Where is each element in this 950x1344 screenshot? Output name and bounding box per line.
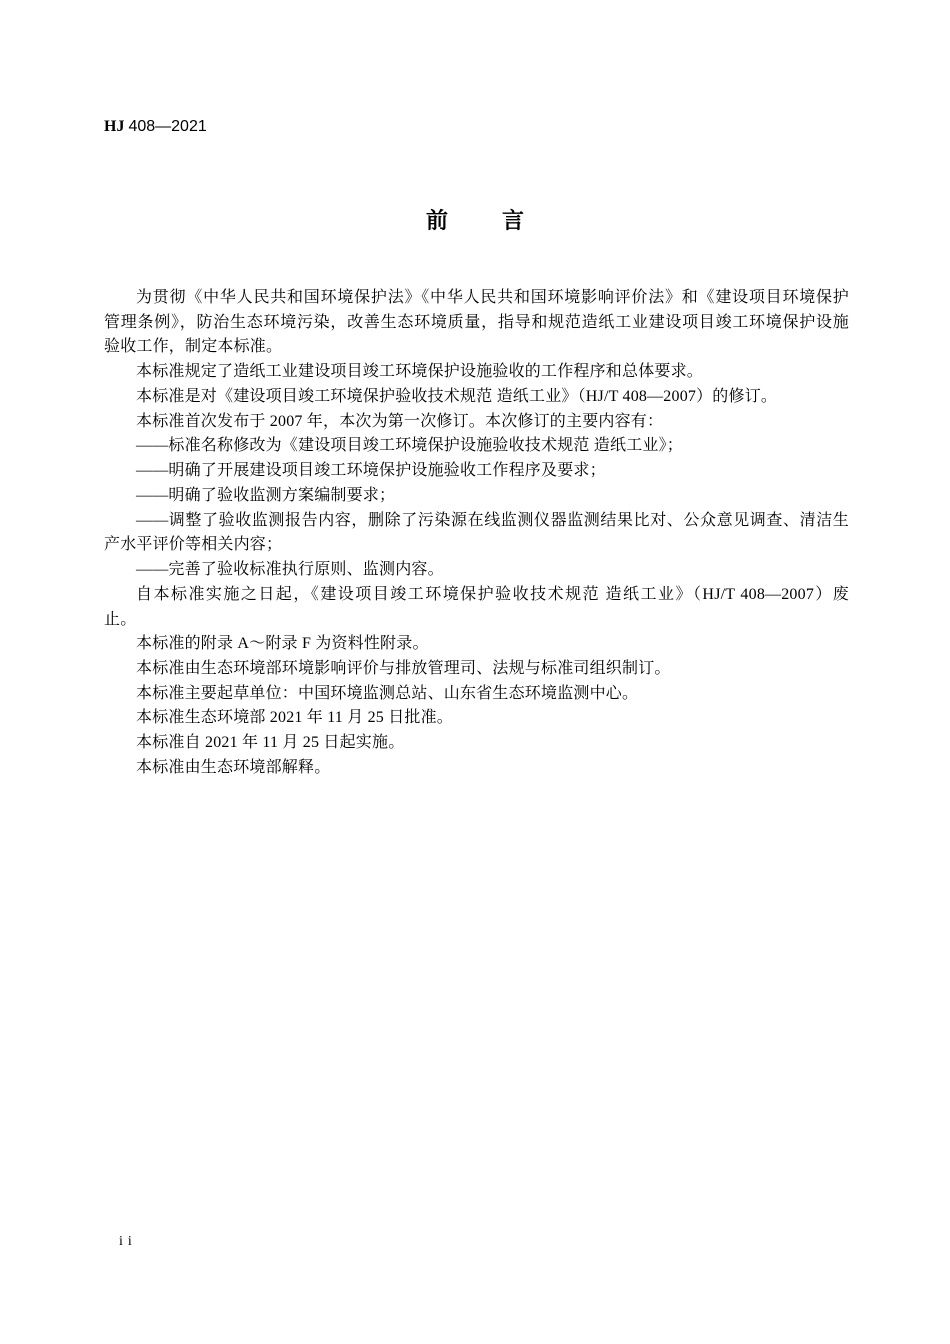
paragraph-line: ——完善了验收标准执行原则、监测内容。 (136, 561, 444, 579)
paragraph-line: 本标准的附录 A～附录 F 为资料性附录。 (136, 635, 429, 653)
paragraph-line: 管理条例》，防治生态环境污染，改善生态环境质量，指导和规范造纸工业建设项目竣工环境保护设施 (104, 313, 849, 331)
paragraph (104, 385, 849, 410)
paragraph-line: 本标准规定了造纸工业建设项目竣工环境保护设施验收的工作程序和总体要求。 (136, 363, 704, 381)
list-item (104, 509, 849, 558)
paragraph (104, 410, 849, 435)
paragraph-line: 本标准是对《建设项目竣工环境保护验收技术规范 造纸工业》（HJ/T 408—2007）的修订。 (136, 387, 778, 405)
paragraph-line: 本标准由生态环境部环境影响评价与排放管理司、法规与标准司组织制订。 (136, 660, 671, 678)
foreword-body (104, 286, 849, 781)
paragraph-line: 本标准生态环境部 2021 年 11 月 25 日批准。 (136, 709, 454, 727)
page-title: 前 言 (425, 209, 540, 234)
list-item (104, 484, 849, 509)
paragraph (104, 632, 849, 657)
paragraph-line: 止。 (104, 610, 137, 628)
paragraph-line: ——明确了开展建设项目竣工环境保护设施验收工作程序及要求； (136, 462, 606, 480)
paragraph-line: 为贯彻《中华人民共和国环境保护法》《中华人民共和国环境影响评价法》和《建设项目环境保护 (136, 289, 849, 306)
standard-prefix: HJ (104, 118, 125, 135)
paragraph-line: 验收工作，制定本标准。 (104, 338, 283, 356)
page-number: ii (119, 1234, 137, 1249)
paragraph-line: 本标准自 2021 年 11 月 25 日起实施。 (136, 734, 405, 752)
paragraph (104, 706, 849, 731)
paragraph-line: 本标准主要起草单位：中国环境监测总站、山东省生态环境监测中心。 (136, 684, 639, 702)
paragraph-line: ——调整了验收监测报告内容，删除了污染源在线监测仪器监测结果比对、公众意见调查、清洁生 (136, 511, 849, 529)
list-item (104, 434, 849, 459)
standard-number: 408—2021 (128, 118, 207, 135)
paragraph (104, 286, 849, 360)
paragraph-line: 自本标准实施之日起，《建设项目竣工环境保护验收技术规范 造纸工业》（HJ/T 408—2007）废 (136, 585, 849, 603)
paragraph-line: ——标准名称修改为《建设项目竣工环境保护设施验收技术规范 造纸工业》； (136, 437, 684, 455)
paragraph-line: 产水平评价等相关内容； (104, 536, 283, 554)
running-header (104, 117, 207, 137)
paragraph (104, 360, 849, 385)
paragraph (104, 583, 849, 632)
paragraph (104, 731, 849, 756)
list-item (104, 558, 849, 583)
paragraph-line: 本标准由生态环境部解释。 (136, 758, 331, 776)
list-item (104, 459, 849, 484)
paragraph-line: 本标准首次发布于 2007 年，本次为第一次修订。本次修订的主要内容有： (136, 412, 664, 430)
paragraph-line: ——明确了验收监测方案编制要求； (136, 486, 396, 504)
paragraph (104, 756, 849, 781)
paragraph (104, 682, 849, 707)
paragraph (104, 657, 849, 682)
